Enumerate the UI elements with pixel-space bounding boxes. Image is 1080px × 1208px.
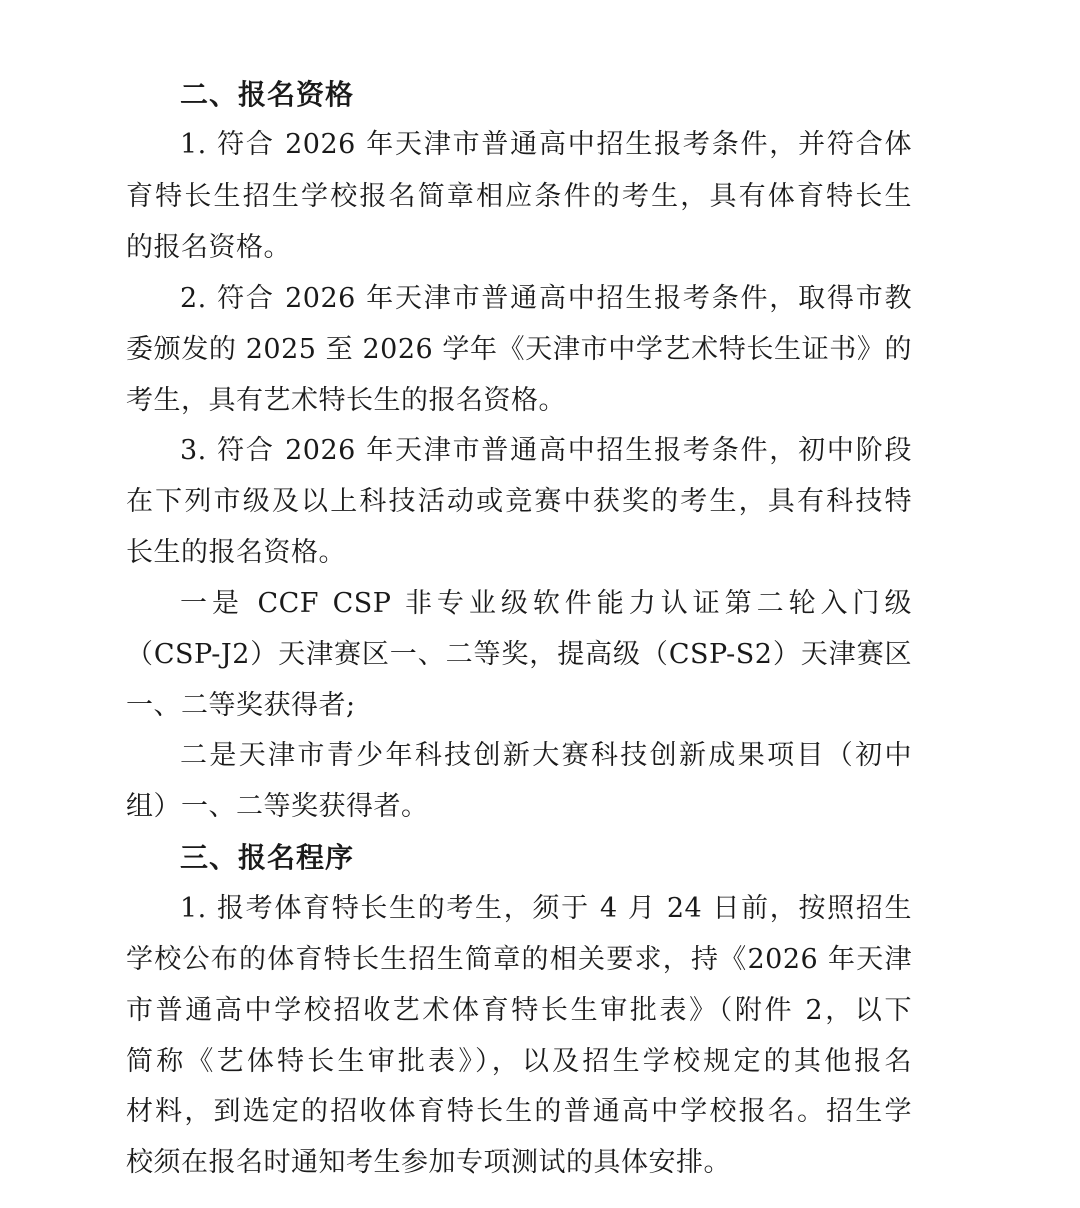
paragraph-line: 长生的报名资格。 [126, 537, 346, 568]
paragraph-line: 一、二等奖获得者; [126, 690, 356, 721]
section-heading: 三、报名程序 [180, 841, 355, 874]
paragraph-line: 校须在报名时通知考生参加专项测试的具体安排。 [126, 1147, 731, 1178]
paragraph-line: 2. 符合 2026 年天津市普通高中招生报考条件，取得市教 [180, 283, 912, 314]
paragraph-line: 简称《艺体特长生审批表》），以及招生学校规定的其他报名 [126, 1046, 912, 1077]
paragraph-line: 学校公布的体育特长生招生简章的相关要求，持《2026 年天津 [126, 944, 912, 975]
paragraph-line: 1. 报考体育特长生的考生，须于 4 月 24 日前，按照招生 [180, 893, 912, 924]
paragraph-line: 一是 CCF CSP 非专业级软件能力认证第二轮入门级 [180, 588, 912, 619]
paragraph-line: 在下列市级及以上科技活动或竞赛中获奖的考生，具有科技特 [126, 486, 912, 517]
paragraph-line: 材料，到选定的招收体育特长生的普通高中学校报名。招生学 [126, 1096, 912, 1127]
paragraph-line: 的报名资格。 [126, 232, 291, 263]
paragraph-line: 考生，具有艺术特长生的报名资格。 [126, 385, 566, 416]
paragraph-line: 组）一、二等奖获得者。 [126, 791, 429, 822]
paragraph-line: 市普通高中学校招收艺术体育特长生审批表》（附件 2，以下 [126, 995, 912, 1026]
section-heading: 二、报名资格 [180, 78, 355, 111]
paragraph-line: 育特长生招生学校报名简章相应条件的考生，具有体育特长生 [126, 181, 912, 212]
paragraph-line: 委颁发的 2025 至 2026 学年《天津市中学艺术特长生证书》的 [126, 334, 912, 365]
paragraph-line: 3. 符合 2026 年天津市普通高中招生报考条件，初中阶段 [180, 435, 912, 466]
paragraph-line: 二是天津市青少年科技创新大赛科技创新成果项目（初中 [180, 740, 912, 771]
paragraph-line: （CSP-J2）天津赛区一、二等奖，提高级（CSP-S2）天津赛区 [126, 639, 912, 670]
paragraph-line: 1. 符合 2026 年天津市普通高中招生报考条件，并符合体 [180, 129, 912, 160]
